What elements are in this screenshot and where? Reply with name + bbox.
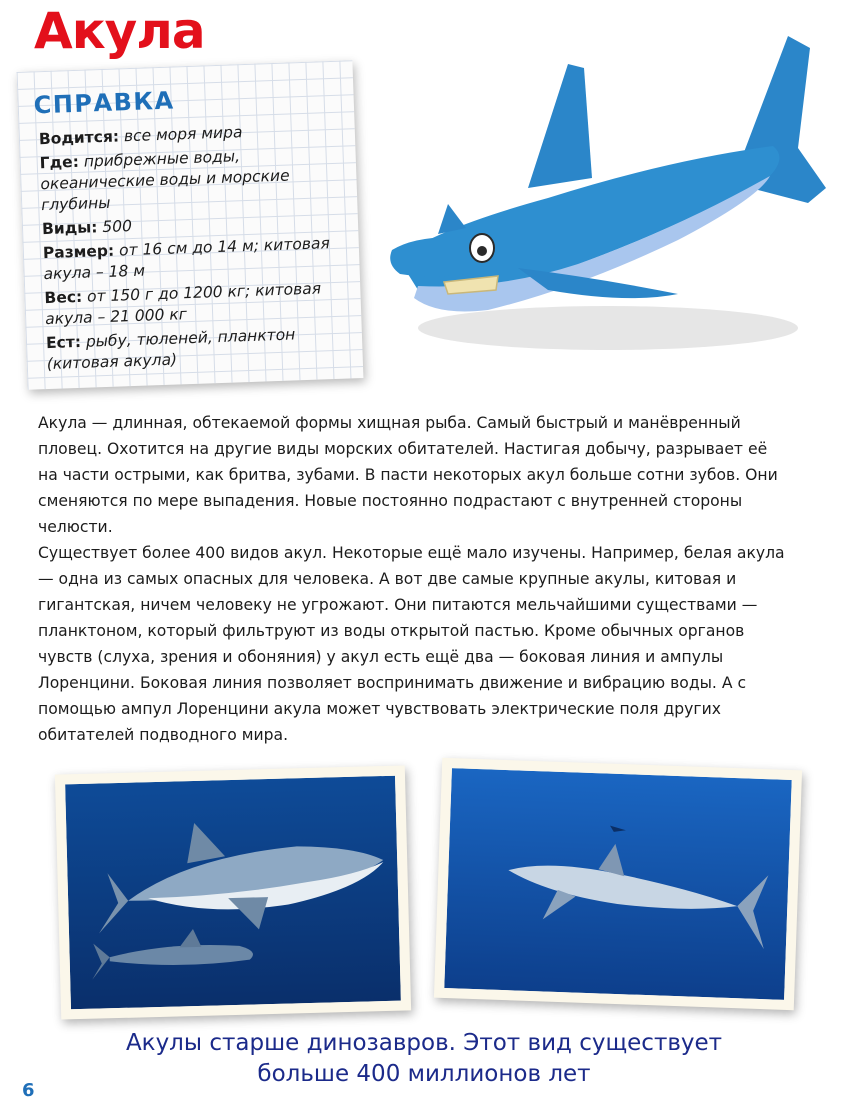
shark-photo-left <box>55 765 411 1019</box>
caption <box>90 1028 758 1090</box>
fact-value: от 16 см до 14 м; китовая акула – 18 м <box>43 234 331 284</box>
caption-line-1: Акулы старше динозавров. Этот вид существует <box>125 1030 723 1056</box>
shark-photo-right <box>434 758 802 1010</box>
fact-label: Ест: <box>45 332 82 353</box>
fact-value: от 150 г до 1200 кг; китовая акула – 21 000 кг <box>44 279 322 329</box>
fact-label: Вес: <box>44 287 83 308</box>
article-paragraph: Существует более 400 видов акул. Некоторые ещё мало изучены. Например, белая акула — одна из самых опасных для человека. А вот две самые крупные акулы, китовая и гигантская, ничем человеку не угрожают. Они питаются мельчайшими существами — планктоном, который фильтруют из воды открытой пастью. Кроме обычных органов чувств (слуха, зрения и обоняния) у акул есть ещё два — боковая линия и ампулы Лоренцини. Боковая линия позволяет воспринимать движение и вибрацию воды. А с помощью ампул Лоренцини акула может чувствовать электрические поля других обитателей подводного мира. <box>38 544 785 744</box>
fact-diet <box>46 322 353 375</box>
fact-label: Где: <box>39 152 80 173</box>
fact-label: Водится: <box>38 127 120 149</box>
shark-photo-image <box>65 776 401 1010</box>
fact-value: 500 <box>102 217 133 237</box>
fact-label: Виды: <box>41 218 98 239</box>
info-card-heading: СПРАВКА <box>33 86 175 120</box>
fact-weight <box>44 277 351 330</box>
page-number: 6 <box>22 1080 35 1101</box>
info-card <box>17 60 364 390</box>
fact-list <box>39 119 354 379</box>
page-title: Акула <box>34 2 205 60</box>
caption-line-2: больше 400 миллионов лет <box>257 1061 591 1087</box>
fact-size <box>43 232 350 285</box>
fact-value: прибрежные воды, океанические воды и морские глубины <box>40 147 290 215</box>
fact-where <box>39 143 347 217</box>
article-paragraph: Акула — длинная, обтекаемой формы хищная рыба. Самый быстрый и манёвренный пловец. Охотится на другие виды морских обитателей. Настигая добычу, разрывает её на части острыми, как бритва, зубами. В пасти некоторых акул больше сотни зубов. Они сменяются по мере выпадения. Новые постоянно подрастают с внутренней стороны челюсти. <box>38 414 778 536</box>
fact-value: все моря мира <box>123 123 243 146</box>
fact-value: рыбу, тюленей, планктон (китовая акула) <box>46 325 296 374</box>
fact-label: Размер: <box>42 241 115 263</box>
shark-photo-image <box>444 768 791 1000</box>
article-text <box>38 410 790 748</box>
plasticine-shark-illustration <box>378 28 838 372</box>
